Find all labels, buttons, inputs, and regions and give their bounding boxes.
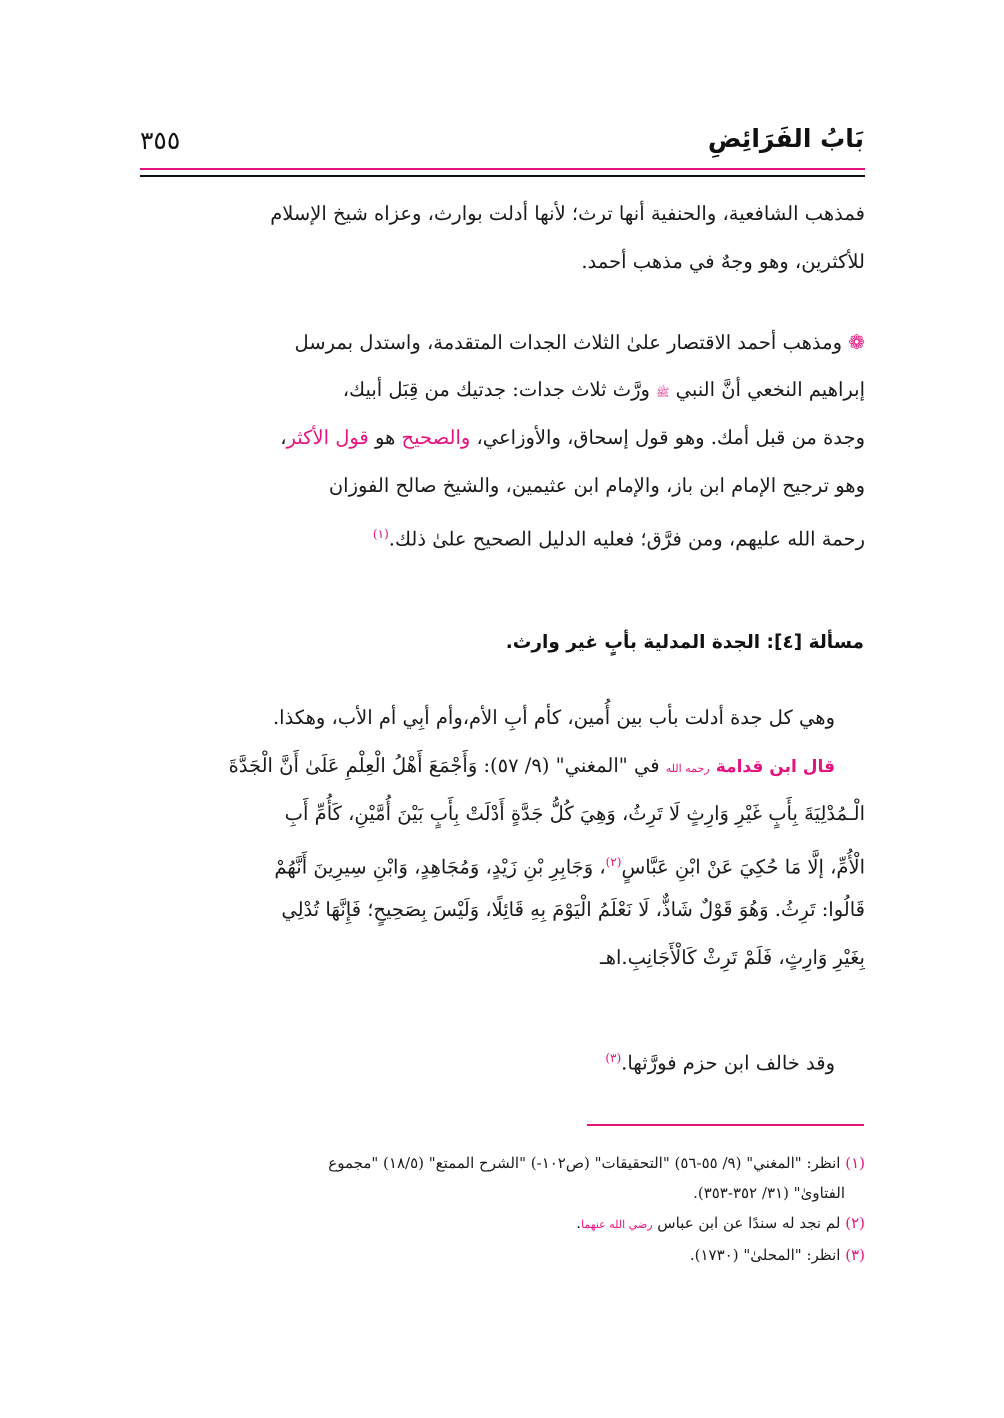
text-span: إبراهيم النخعي أنَّ النبي: [675, 378, 865, 401]
text-line: [135, 838, 865, 886]
text-line: [135, 366, 865, 414]
footnote-1-cont: [135, 1178, 865, 1208]
text-span: الْأُمِّ، إلَّا مَا حُكِيَ عَنْ ابْنِ عَبَّاسٍ: [621, 855, 865, 879]
footnote-number: (٣): [845, 1246, 865, 1264]
footnote-text: الفتاوىٰ" (٣١/ ٣٥٢-٣٥٣).: [693, 1184, 845, 1202]
header-rule-pink: [140, 168, 865, 170]
footnote-text: انظر: "المحلىٰ" (١٧٣٠).: [689, 1246, 841, 1264]
text-line: بِغَيْرِ وَارِثٍ، فَلَمْ تَرِثْ كَالْأَجَانِبِ.اهـ: [599, 946, 865, 969]
paragraph-1: [135, 190, 865, 286]
footnote-2: [135, 1208, 865, 1240]
text-line: [135, 742, 865, 790]
text-span: ومذهب أحمد الاقتصار علىٰ الثلاث الجدات المتقدمة، واستدل بمرسل: [294, 331, 843, 354]
text-line: [135, 318, 865, 366]
section-heading: مسألة [٤]: الجدة المدلية بأبٍ غير وارث.: [505, 632, 864, 653]
text-line: [135, 1034, 865, 1082]
text-span: وجدة من قبل أمك. وهو قول إسحاق، والأوزاعي،: [476, 426, 865, 449]
footnote-3: [135, 1240, 865, 1270]
text-span: ، وَجَابِرِ بْنِ زَيْدٍ، وَمُجَاهِدٍ، وَابْنِ سِيرِينَ أَنَّهُمْ: [274, 855, 606, 879]
footnote-text: .: [576, 1214, 582, 1232]
text-line: [135, 510, 865, 558]
footnote-ref-3[interactable]: (٣): [605, 1051, 622, 1065]
paragraph-3: [135, 694, 865, 742]
footnote-number: (١): [845, 1154, 865, 1172]
footnote-text: انظر: "المغني" (٩/ ٥٥-٥٦) "التحقيقات" (ص١٠٢-) "الشرح الممتع" (١٨/٥) "مجموع: [328, 1154, 841, 1172]
honorific-glyph: رضي الله عنهما: [581, 1218, 653, 1231]
text-line: قَالُوا: تَرِثُ. وَهُوَ قَوْلٌ شَاذٌّ، لَا نَعْلَمُ الْيَوْمَ بِهِ قَائِلًا، وَلَيْسَ بِصَحِيحٍ؛ فَإِنَّهَا تُدْلِي: [281, 898, 865, 921]
text-line: للأكثرين، وهو وجهٌ في مذهب أحمد.: [581, 250, 865, 273]
header-rule-black: [140, 175, 865, 177]
footnote-number: (٢): [845, 1214, 865, 1232]
salawat-glyph: ﷺ: [656, 386, 670, 399]
footnote-1: [135, 1148, 865, 1178]
highlight-sahih: والصحيح: [401, 426, 471, 449]
paragraph-2: [135, 318, 865, 558]
footnote-ref-2[interactable]: (٢): [605, 855, 622, 869]
paragraph-5: [135, 1034, 865, 1082]
honorific-glyph: رحمه الله: [665, 762, 710, 775]
text-line: وهي كل جدة أدلت بأب بين أُمين، كأم أبِ الأم،وأم أبِي أم الأب، وهكذا.: [272, 706, 835, 729]
footnote-ref-1[interactable]: (١): [372, 527, 389, 541]
chapter-title: بَابُ الفَرَائِضِ: [707, 124, 864, 153]
highlight-majority-view: قول الأكثر: [286, 426, 369, 449]
text-span: ،: [280, 426, 287, 449]
footnotes: [135, 1148, 865, 1270]
text-span: رحمة الله عليهم، ومن فرَّق؛ فعليه الدليل الصحيح علىٰ ذلك.: [388, 527, 865, 551]
text-span: في "المغني" (٩/ ٥٧): وَأَجْمَعَ أَهْلُ الْعِلْمِ عَلَىٰ أَنَّ الْجَدَّةَ: [228, 754, 660, 777]
text-line: وهو ترجيح الإمام ابن باز، والإمام ابن عثيمين، والشيخ صالح الفوزان: [328, 474, 865, 497]
paragraph-4-quote: [135, 742, 865, 982]
footnote-text: لم نجد له سندًا عن ابن عباس: [657, 1214, 841, 1232]
flower-ornament-icon: ❁: [848, 330, 865, 354]
text-line: فمذهب الشافعية، والحنفية أنها ترث؛ لأنها أدلت بوارث، وعزاه شيخ الإسلام: [270, 202, 865, 225]
text-span: هو: [374, 426, 396, 449]
text-span: ورَّث ثلاث جدات: جدتيك من قِبَل أبيك،: [342, 378, 650, 401]
footnote-separator: [587, 1124, 864, 1126]
speaker-name: قال ابن قدامة: [715, 757, 835, 777]
text-line: الْـمُدْلِيَةَ بِأَبٍ غَيْرِ وَارِثٍ لَا تَرِثُ، وَهِيَ كُلُّ جَدَّةٍ أَدْلَتْ بِأَبٍ بَيْنَ أُمَّيْنِ، كَأُمِّ أَبِ: [284, 802, 865, 825]
text-span: وقد خالف ابن حزم فورَّثها.: [621, 1051, 835, 1075]
text-line: [135, 414, 865, 462]
page-number: ٣٥٥: [140, 126, 181, 155]
